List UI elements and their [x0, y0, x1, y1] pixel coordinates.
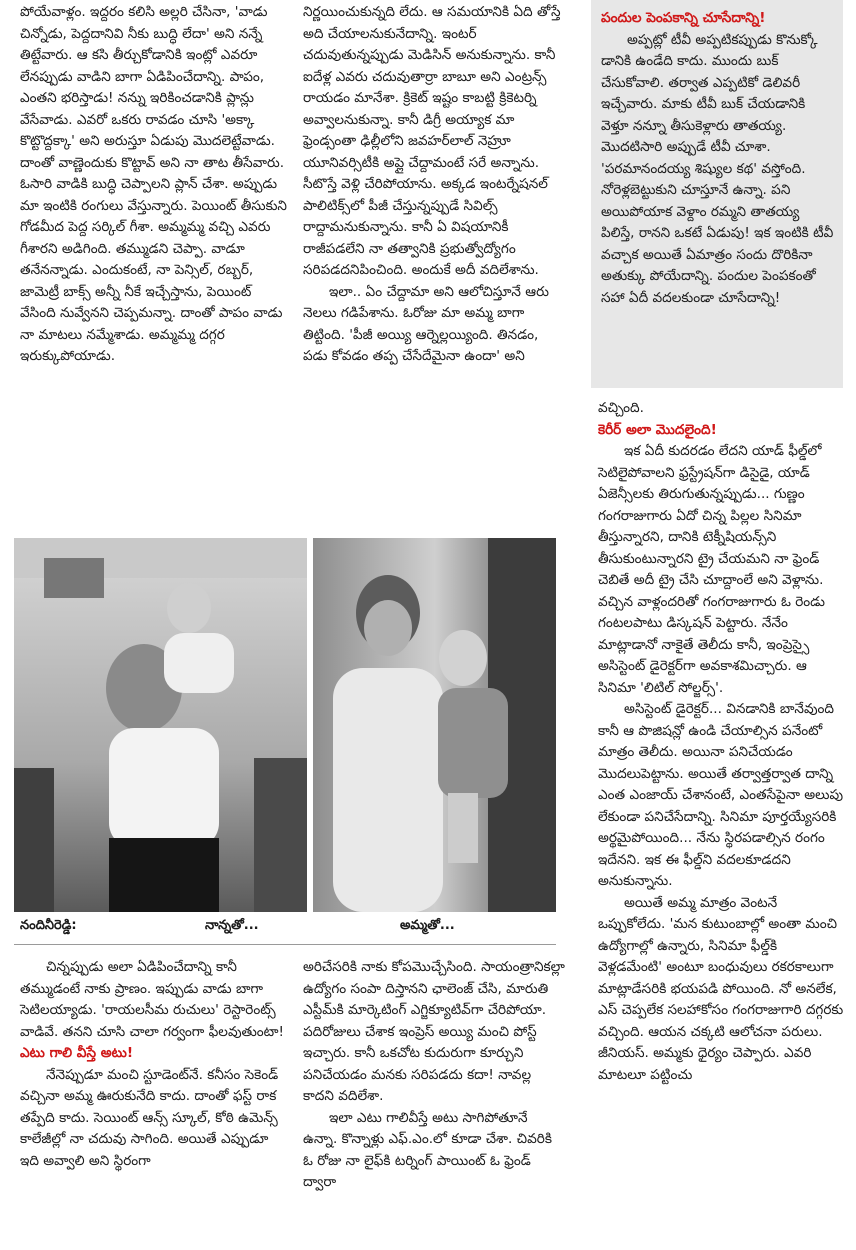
- paragraph: నిర్ణయించుకున్నది లేదు. ఆ సమయానికి ఏది తోస్తే అది చేయాలనుకునేదాన్ని. ఇంటర్ చదువుతున్నప్పుడు మెడిసిన్ అనుకున్నాను. కానీ ఐదేళ్ల ఎవరు చదువుతార్రా బాబూ అని ఎంట్రన్స్ రాయడం మానేశా. క్రికెట్ ఇష్టం కాబట్టి క్రికెటర్ని అవ్వాలనుకున్నా. కానీ డిగ్రీ అయ్యాక మా ఫ్రెండ్సంతా ఢిల్లీలోని జవహర్‌లాల్ నెహ్రూ యూనివర్సిటీకి అప్లై చేద్దామంటే సరే అన్నాను. సీటొస్తే వెళ్లి చేరిపోయాను. అక్కడ ఇంటర్నేషనల్ పాలిటిక్స్‌లో పీజీ చేస్తున్నప్పుడే సివిల్స్ రాద్దామనుకున్నాను. కానీ ఏ విషయానికీ రాజీపడలేని నా తత్వానికి ప్రభుత్వోద్యోగం సరిపడదనిపించింది. అందుకే అదీ వదిలేశాను.: [303, 4, 561, 278]
- paragraph: ఇక ఏదీ కుదరడం లేదని యాడ్ ఫీల్డ్‌లో సెటిలైపోవాలని ఫ్రస్ట్రేషన్‌గా డిసైడై, యాడ్ ఏజెన్సీలకు తిరుగుతున్నప్పుడు... గుణ్ణం గంగరాజుగారు ఏదో చిన్న పిల్లల సినిమా తీస్తున్నారని, దానికి టెక్నీషియన్స్‌ని తీసుకుంటున్నారని ట్రై చేయమని నా ఫ్రెండ్ చెబితే అదీ ట్రై చేసి చూద్దాంలే అని వెళ్లాను. వచ్చిన వాళ్లందరితో గంగరాజుగారు ఓ రెండు గంటలపాటు డిస్కషన్ పెట్టారు. నేనేం మాట్లాడానో నాకైతే తెలీదు కానీ, ఇంప్రెస్సై అసిస్టెంట్ డైరెక్టర్‌గా అవకాశమిచ్చారు. ఆ సినిమా 'లిటిల్ సోల్జర్స్'.: [598, 443, 825, 696]
- paragraph: ఇలా.. ఏం చేద్దామా అని ఆలోచిస్తూనే ఆరు నెలలు గడిపేశాను. ఓరోజు మా అమ్మ బాగా తిట్టింది. 'పీజీ అయ్యి ఆర్నెల్లయ్యింది. తినడం, పడు కోవడం తప్ప చేసేదేమైనా ఉందా' అని: [303, 283, 549, 364]
- article-column-3: [598, 398, 844, 1086]
- article-column-2: [303, 2, 565, 368]
- paragraph: అసిస్టెంట్ డైరెక్టర్... వినడానికి బానేవుంది కానీ ఆ పొజిషన్లో ఉండి చేయాల్సిన పనేంటో మాత్రం తెలీదు. అయినా పనిచేయడం మొదలుపెట్టాను. అయితే తర్వాత్తర్వాత దాన్ని ఎంత ఎంజాయ్ చేశానంటే, ఎంతసేపైనా అలుపు లేకుండా పనిచేసేదాన్ని. సినిమా పూర్తయ్యేసరికి అర్థమైపోయింది... నేను స్థిరపడాల్సిన రంగం ఇదేనని. ఇక ఈ ఫీల్డ్‌ని వదలకూడదని అనుకున్నాను.: [598, 701, 844, 889]
- photo-mother-image: [313, 538, 556, 912]
- paragraph: నేనెప్పుడూ మంచి స్టూడెంట్‌నే. కనీసం సెకెండ్ వచ్చినా అమ్మ ఊరుకునేది కాదు. దాంతో ఫస్ట్ రాక తప్పేది కాదు. సెయింట్ ఆన్స్ స్కూల్, కోఠి ఉమెన్స్ కాలేజీల్లో నా చదువు సాగింది. అయితే ఎప్పుడూ ఇది అవ్వాలి అని స్థిరంగా: [20, 1066, 279, 1169]
- caption-father: నాన్నతో...: [205, 918, 259, 933]
- divider: [14, 944, 556, 945]
- article-column-4: [20, 957, 290, 1172]
- paragraph: అయితే అమ్మ మాత్రం వెంటనే ఒప్పుకోలేదు. 'మన కుటుంబాల్లో అంతా మంచి ఉద్యోగాల్లో ఉన్నారు, సినిమా ఫీల్డ్‌కి వెళ్లడమేంటి' అంటూ బంధువులు రకరకాలుగా మాట్లాడేసరికి భయపడి పోయింది. నో అనలేక, ఎస్ చెప్పలేక సలహాకోసం గంగరాజుగారి దగ్గరకు వచ్చింది. ఆయన చక్కటి ఆలోచనా పరులు. జీనియస్. అమ్మకు ధైర్యం చెప్పారు. ఎవరి మాటలూ పట్టించు: [598, 894, 844, 1083]
- paragraph: చిన్నప్పుడు అలా ఏడిపించేదాన్ని కానీ తమ్ముడంటే నాకు ప్రాణం. ఇప్పుడు వాడు బాగా సెటిలయ్యాడు. 'రాయలసీమ రుచులు' రెస్టారెంట్స్ వాడివే. తనని చూసి చాలా గర్వంగా ఫీలవుతుంటా!: [20, 959, 284, 1040]
- caption-mother: అమ్మతో...: [400, 918, 455, 933]
- article-column-5: [303, 957, 565, 1194]
- section-heading: కెరీర్ అలా మొదలైంది!: [598, 421, 717, 438]
- paragraph: పోయేవాళ్లం. ఇద్దరం కలిసి అల్లరి చేసినా, 'వాడు చిన్నోడు, పెద్దదానివి నీకు బుద్ధి లేదా' అని నన్నే తిట్టేవారు. ఆ కసి తీర్చుకోడానికి ఇంట్లో ఎవరూ లేనప్పుడు వాడిని బాగా ఏడిపించేదాన్ని. పాపం, ఎంతని భరిస్తాడు! నన్ను ఇరికించడానికి ప్లాన్లు వేసేవాడు. ఎవరో ఒకరు రావడం చూసి 'అక్కా కొట్టొద్దక్కా' అని అరుస్తూ ఏడుపు మొదలెట్టేవాడు. దాంతో వాణ్ణెందుకు కొట్టావ్ అని నా తాట తీసేవారు. ఓసారి వాడికి బుద్ధి చెప్పాలని ప్లాన్ చేశా. అప్పుడు మా ఇంటికి రంగులు వేస్తున్నారు. పెయింట్ తీసుకుని గోడమీద పెద్ద సర్కిల్ గీశా. అమ్మమ్మ వచ్చి ఎవరు గీశారని అడిగింది. తమ్ముడని చెప్పా. వాడూ తనేనన్నాడు. ఎందుకంటే, నా పెన్సిల్, రబ్బర్, జామెట్రీ బాక్స్ అన్నీ నీకే ఇచ్చేస్తాను, పెయింట్ వేసింది నువ్వేనని చెప్పమన్నా. దాంతో పాపం వాడు నా మాటలు నమ్మేశాడు. అమ్మమ్మ దగ్గర ఇరుక్కుపోయాడు.: [20, 4, 287, 364]
- photo-with-mother: [313, 538, 556, 912]
- sidebar-box-title: పందుల పెంపకాన్ని చూసేదాన్ని!: [601, 10, 766, 26]
- sidebar-box: [591, 0, 843, 388]
- photo-father-image: [14, 538, 307, 912]
- paragraph: వచ్చింది.: [598, 400, 644, 416]
- caption-name: నందినీరెడ్డి:: [20, 918, 77, 933]
- article-column-1: [20, 2, 290, 368]
- paragraph: అరిచేసరికి నాకు కోపమొచ్చేసింది. సాయంత్రానికల్లా ఉద్యోగం సంపా దిస్తానని ఛాలెంజ్ చేసి, మారుతి ఎస్టీమ్‌కి మార్కెటింగ్ ఎగ్జిక్యూటివ్‌గా చేరిపోయా. పదిరోజులు చేశాక ఇంప్రెస్ అయ్యి మంచి పోస్ట్ ఇచ్చారు. కానీ ఒకచోట కుదురుగా కూర్చుని పనిచేయడం మనకు సరిపడదు కదా! నావల్ల కాదని వదిలేశా.: [303, 959, 565, 1104]
- section-heading: ఎటు గాలి వీస్తే అటు!: [20, 1045, 134, 1061]
- photo-with-father: [14, 538, 307, 912]
- paragraph: ఇలా ఎటు గాలివీస్తే అటు సాగిపోతూనే ఉన్నా. కొన్నాళ్లు ఎఫ్.ఎం.లో కూడా చేశా. చివరికి ఓ రోజు నా లైఫ్‌కి టర్నింగ్ పాయింట్ ఓ ఫ్రెండ్ ద్వారా: [303, 1109, 552, 1190]
- sidebar-box-text: అప్పట్లో టీవీ అప్పటికప్పుడు కొనుక్కో డానికి ఉండేది కాదు. ముందు బుక్ చేసుకోవాలి. తర్వాత ఎప్పటికో డెలివరీ ఇచ్చేవారు. మాకు టీవీ బుక్ చేయడానికి వెళ్తూ నన్నూ తీసుకెళ్లారు తాతయ్య. మొదటిసారి అప్పుడే టీవీ చూశా. 'పరమానందయ్య శిష్యుల కథ' వస్తోంది. నోరెళ్లబెట్టుకుని చూస్తూనే ఉన్నా. పని అయిపోయాక వెళ్దాం రమ్మని తాతయ్య పిలిస్తే, రానని ఒకటే ఏడుపు! ఇక ఇంటికి టీవీ వచ్చాక అయితే ఏమాత్రం సందు దొరికినా అతుక్కు పోయేదాన్ని. పందుల పెంపకంతో సహా ఏదీ వదలకుండా చూసేదాన్ని!: [601, 31, 834, 306]
